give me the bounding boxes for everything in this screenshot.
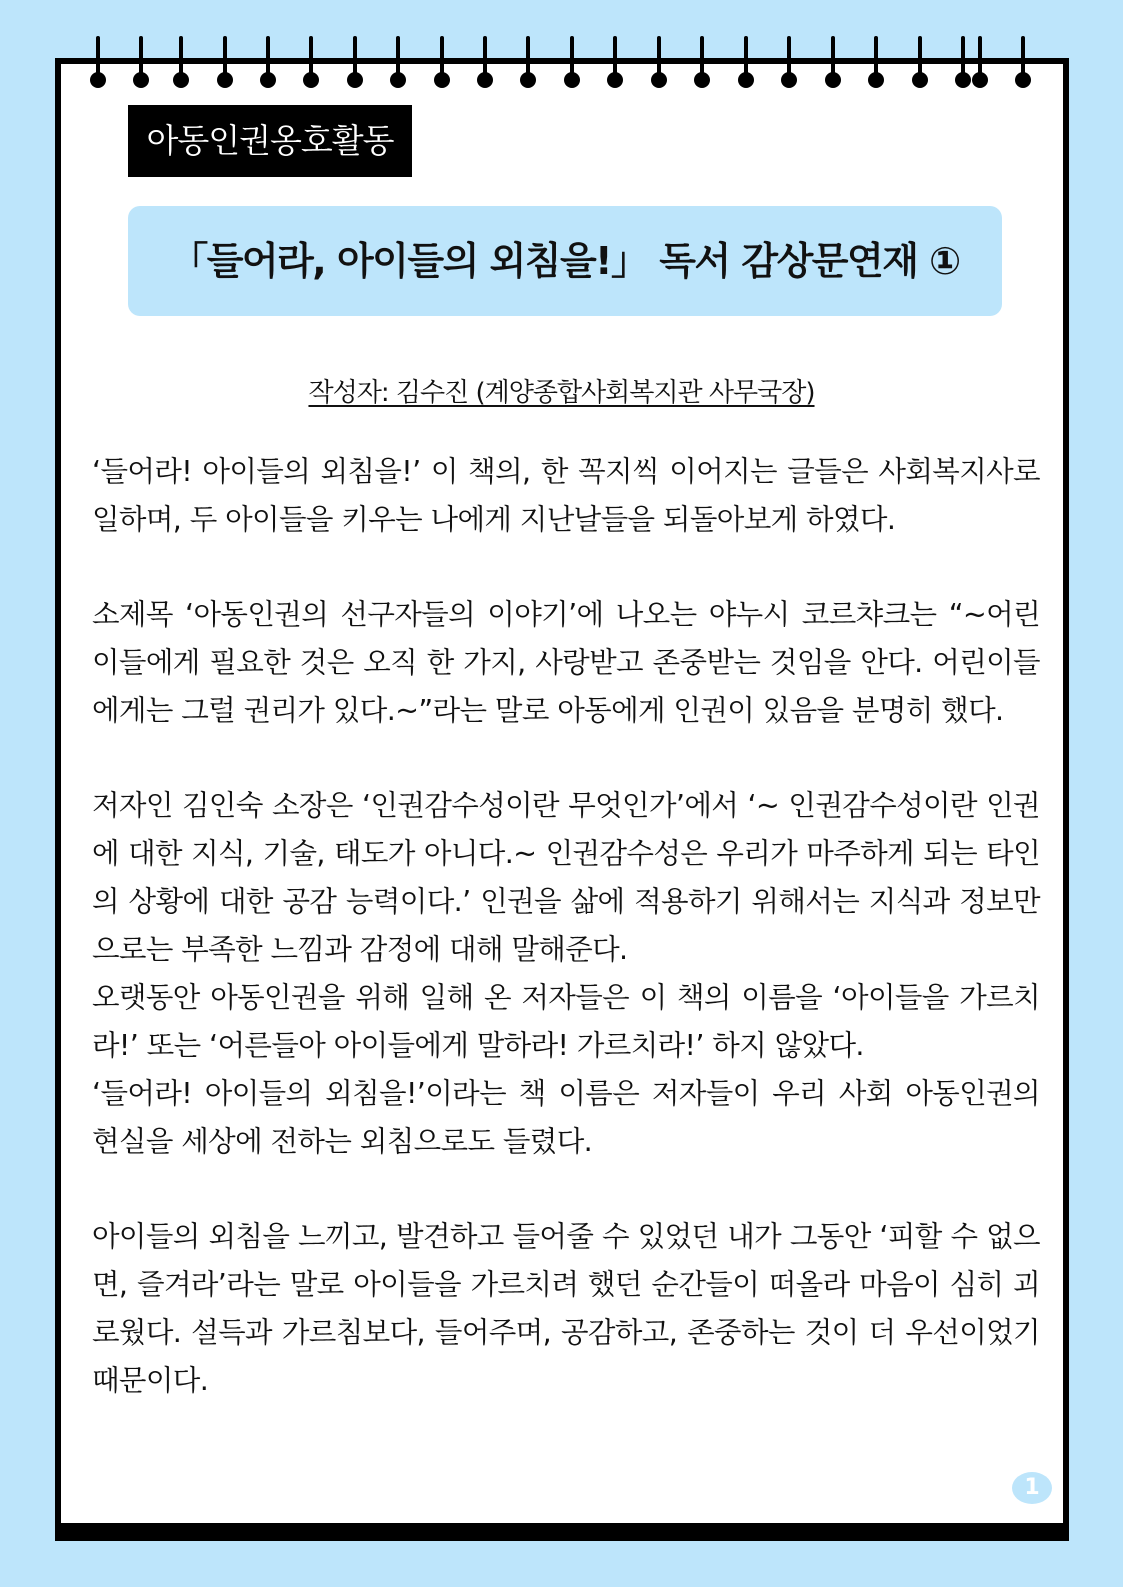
category-tag: 아동인권옹호활동 bbox=[128, 105, 412, 177]
paragraph: 저자인 김인숙 소장은 ‘인권감수성이란 무엇인가’에서 ‘~ 인권감수성이란 인권에 대한 지식, 기술, 태도가 아니다.~ 인권감수성은 우리가 마주하게 되는 타인의 상황에 대한 공감 능력이다.’ 인권을 삶에 적용하기 위해서는 지식과 정보만으로는 부족한 느낌과 감정에 대해 말해준다. bbox=[92, 789, 1040, 966]
paragraph: 소제목 ‘아동인권의 선구자들의 이야기’에 나오는 야누시 코르챠크는 “~어린이들에게 필요한 것은 오직 한 가지, 사랑받고 존중받는 것임을 안다. 어린이들에게는 그럴 권리가 있다.~”라는 말로 아동에게 인권이 있음을 분명히 했다. bbox=[92, 598, 1040, 727]
paragraph: ‘들어라! 아이들의 외침을!’ 이 책의, 한 꼭지씩 이어지는 글들은 사회복지사로 일하며, 두 아이들을 키우는 나에게 지난날들을 되돌아보게 하였다. bbox=[92, 455, 1040, 536]
author-line: 작성자: 김수진 (계양종합사회복지관 사무국장) bbox=[308, 378, 815, 408]
title-banner: 「들어라, 아이들의 외침을!」 독서 감상문연재 ① bbox=[128, 206, 1002, 316]
paragraph: ‘들어라! 아이들의 외침을!’이라는 책 이름은 저자들이 우리 사회 아동인권의 현실을 세상에 전하는 외침으로도 들렸다. bbox=[92, 1077, 1040, 1158]
article-body bbox=[92, 448, 1040, 1405]
page-number-badge: 1 bbox=[1012, 1472, 1052, 1504]
paragraph: 아이들의 외침을 느끼고, 발견하고 들어줄 수 있었던 내가 그동안 ‘피할 수 없으면, 즐겨라’라는 말로 아이들을 가르치려 했던 순간들이 떠올라 마음이 심히 괴로웠다. 설득과 가르침보다, 들어주며, 공감하고, 존중하는 것이 더 우선이었기 때문이다. bbox=[92, 1220, 1040, 1397]
paragraph: 오랫동안 아동인권을 위해 일해 온 저자들은 이 책의 이름을 ‘아이들을 가르치라!’ 또는 ‘어른들아 아이들에게 말하라! 가르치라!’ 하지 않았다. bbox=[92, 981, 1040, 1062]
